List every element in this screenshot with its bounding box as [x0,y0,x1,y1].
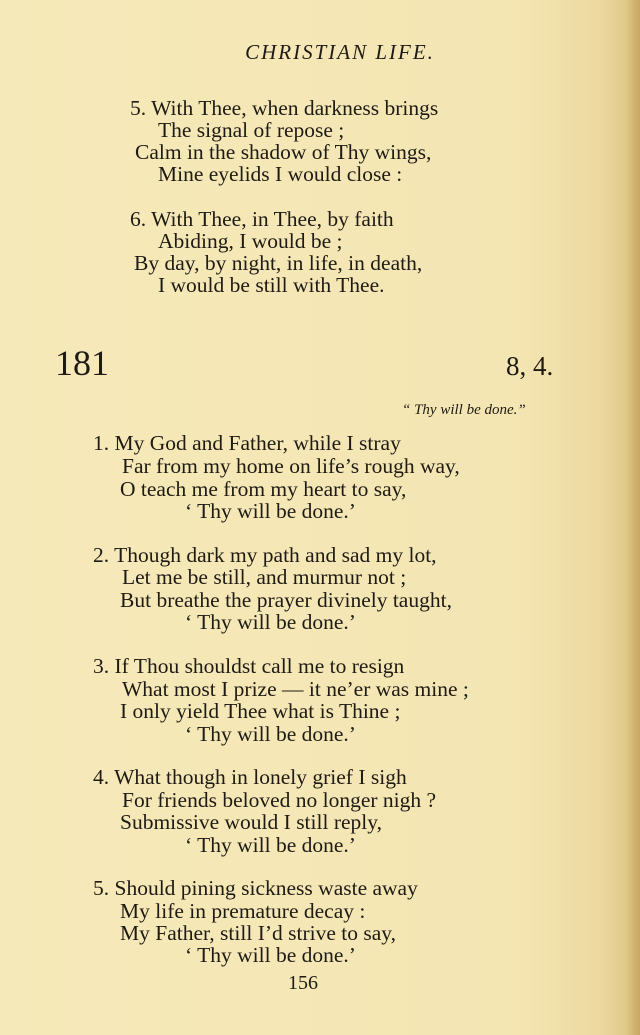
stanza-2-line-4: ‘ Thy will be done.’ [185,610,356,634]
prev-stanza-6-line-3: By day, by night, in life, in death, [134,251,423,275]
stanza-1-line-3: O teach me from my heart to say, [120,477,407,501]
prev-stanza-5-line-2: The signal of repose ; [158,118,345,142]
stanza-3-line-2: What most I prize — it ne’er was mine ; [122,677,469,701]
stanza-3-line-1: 3. If Thou shouldst call me to resign [93,654,405,678]
stanza-2-line-1: 2. Though dark my path and sad my lot, [93,543,437,567]
stanza-2-line-2: Let me be still, and murmur not ; [122,565,407,589]
stanza-4-line-2: For friends beloved no longer nigh ? [122,788,437,812]
stanza-1-line-4: ‘ Thy will be done.’ [185,499,356,523]
stanza-3-line-3: I only yield Thee what is Thine ; [120,699,401,723]
prev-stanza-6-line-4: I would be still with Thee. [158,273,385,297]
stanza-1-line-1: 1. My God and Father, while I stray [93,431,401,455]
stanza-5-line-3: My Father, still I’d strive to say, [120,921,397,945]
page-number: 156 [288,972,318,994]
running-head: CHRISTIAN LIFE. [245,40,435,64]
stanza-1-line-2: Far from my home on life’s rough way, [122,454,460,478]
prev-stanza-6-line-1: 6. With Thee, in Thee, by faith [130,207,394,231]
hymn-epigraph: “ Thy will be done.” [402,402,526,418]
stanza-4-line-3: Submissive would I still reply, [120,810,382,834]
stanza-5-line-4: ‘ Thy will be done.’ [185,943,356,967]
stanza-3-line-4: ‘ Thy will be done.’ [185,722,356,746]
stanza-5-line-2: My life in premature decay : [120,899,366,923]
prev-stanza-6-line-2: Abiding, I would be ; [158,229,343,253]
hymn-number: 181 [55,343,109,383]
stanza-4-line-4: ‘ Thy will be done.’ [185,833,356,857]
stanza-4-line-1: 4. What though in lonely grief I sigh [93,765,407,789]
stanza-5-line-1: 5. Should pining sickness waste away [93,876,418,900]
prev-stanza-5-line-1: 5. With Thee, when darkness brings [130,96,439,120]
prev-stanza-5-line-3: Calm in the shadow of Thy wings, [135,140,432,164]
stanza-2-line-3: But breathe the prayer divinely taught, [120,588,452,612]
hymn-meter: 8, 4. [506,351,554,381]
page-edge-shadow [626,0,640,1035]
prev-stanza-5-line-4: Mine eyelids I would close : [158,162,403,186]
